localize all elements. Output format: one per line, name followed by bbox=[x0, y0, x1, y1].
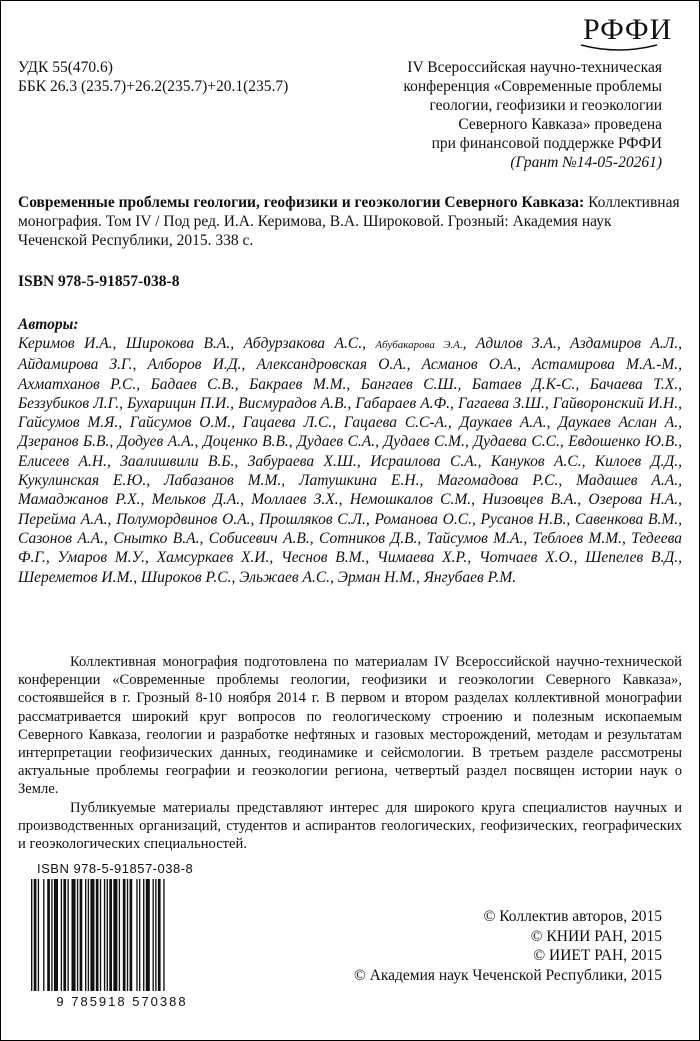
barcode-bar bbox=[163, 879, 164, 991]
abstract-paragraph: Публикуемые материалы представляют интерес для широкого круга специалистов научных и производственных организаций, студентов и аспирантов геологических, геофизических, географических и геоэкологических специальностей. bbox=[18, 799, 682, 853]
grant-line: IV Всероссийская научно-техническая bbox=[407, 59, 662, 76]
authors-heading: Авторы: bbox=[18, 316, 79, 333]
barcode-bar bbox=[104, 879, 105, 991]
udk-code: УДК 55(470.6) bbox=[18, 59, 113, 76]
barcode-bar bbox=[80, 879, 83, 991]
barcode-bar bbox=[143, 879, 144, 991]
barcode-bar bbox=[100, 879, 101, 991]
barcode-bar bbox=[34, 879, 37, 991]
grant-line: геологии, геофизики и геоэкологии bbox=[429, 97, 662, 114]
barcode-isbn-label: ISBN 978-5-91857-038-8 bbox=[37, 861, 194, 876]
barcode-bar bbox=[31, 879, 32, 991]
rffi-logo bbox=[579, 9, 673, 51]
citation-details: Коллективная монография. Том IV / Под ред. И.А. Керимова, В.А. Широковой. Грозный: Академия наук Чеченской Республики, 2015. 338 с. bbox=[18, 194, 680, 249]
barcode-bar bbox=[136, 879, 137, 991]
copyright-line: © Академия наук Чеченской Республики, 2015 bbox=[353, 966, 662, 984]
barcode-bar bbox=[51, 879, 52, 991]
authors-part: , Адилов З.А., Аздамиров А.Л., Айдамирова З.Г., Алборов И.Д., Александровская О.А., Асманов О.А., Астамирова М.А.-М., Ахматханов Р.С., Бадаев С.В., Бакраев М.М., Бангаев С.Ш., Батаев Д.К-С., Бачаева Т.Х., Беззубиков Л.Г., Бухарицин П.И., Висмурадов А.В., Габараев А.Ф., Гагаева З.Ш., Гайворонский И.Н., Гайсумов М.Я., Гайсумов О.М., Гацаева Л.С., Гацаева С.С-А., Даукаев А.А., Даукаев Аслан А., Дзеранов Б.В., Додуев А.А., Доценко В.В., Дудаев С.А., Дудаев С.М., Дудаева С.С., Евдошенко Ю.В., Елисеев А.Н., Заалишвили В.Б., Забураева Х.Ш., Исраилова С.А., Кануков А.С., Килоев Д.Д., Кукулинская Е.Ю., Лабазанов М.М., Латушкина Е.Н., Магомадова Р.С., Мадашев А.А., Мамаджанов Р.Х., Мельков Д.А., Моллаев З.Х., Немошкалов С.М., Низовцев В.А., Озерова Н.А., Перейма А.А., Полумордвинов О.А., Прошляков С.Л., Романова О.С., Русанов Н.В., Савенкова В.М., Сазонов А.А., Снытко В.А., Собисевич А.В., Сотников Д.В., Тайсумов М.А., Теблоев М.М., Тедеева Ф.Г., Умаров М.У., Хамсуркаев Х.И., Чеснов В.М., Чимаева Х.Р., Чотчаев Х.О., Шепелев В.Д., Шереметов И.М., Широков Р.С., Эльжаев А.С., Эрман Н.М., Янгубаев Р.М. bbox=[18, 335, 682, 586]
barcode-bar bbox=[123, 879, 126, 991]
barcode-bar bbox=[155, 879, 156, 991]
grant-id: (Грант №14-05-20261) bbox=[510, 154, 662, 171]
bbk-code: ББК 26.3 (235.7)+26.2(235.7)+20.1(235.7) bbox=[18, 78, 289, 95]
citation-title: Современные проблемы геологии, геофизики и геоэкологии Северного Кавказа: bbox=[18, 194, 585, 211]
barcode-bar bbox=[63, 879, 66, 991]
barcode-bar bbox=[109, 879, 112, 991]
logo-text: РФФИ bbox=[583, 13, 673, 46]
isbn-barcode bbox=[23, 861, 221, 1013]
barcode-bar bbox=[139, 879, 140, 991]
barcode-bar bbox=[77, 879, 78, 991]
grant-line: Северного Кавказа» проведена bbox=[458, 116, 662, 133]
barcode-bar bbox=[54, 879, 58, 991]
barcode-bar bbox=[47, 879, 50, 991]
barcode-digits: 9 785918 570388 bbox=[56, 994, 188, 1009]
barcode-bar bbox=[107, 879, 108, 991]
barcode-bar bbox=[113, 879, 117, 991]
classification-codes bbox=[18, 58, 288, 96]
barcode-bars bbox=[23, 879, 221, 993]
barcode-bar bbox=[130, 879, 133, 991]
barcode-bar bbox=[119, 879, 120, 991]
copyright-line: © Коллектив авторов, 2015 bbox=[483, 908, 662, 925]
isbn: ISBN 978-5-91857-038-8 bbox=[18, 273, 180, 290]
abstract-paragraph: Коллективная монография подготовлена по материалам IV Всероссийской научно-технической конференции «Современные проблемы геологии, геофизики и геоэкологии Северного Кавказа», состоявшейся в г. Грозный 8-10 ноября 2014 г. В первом и втором разделах коллективной монографии рассматривается широкий круг вопросов по геологическому строению и полезным ископаемым Северного Кавказа, геологии и разработке нефтяных и газовых месторождений, методам и результатам интерпретации геофизических данных, геодинамике и сейсмологии. В третьем разделе рассмотрены актуальные проблемы географии и геоэкологии региона, четвертый раздел посвящен истории наук о Земле. bbox=[18, 654, 682, 798]
authors-small-name: Абубакарова Э.А. bbox=[375, 339, 463, 351]
barcode-bar bbox=[72, 879, 76, 991]
copyright-block bbox=[282, 907, 662, 985]
barcode-bar bbox=[85, 879, 86, 991]
barcode-bar bbox=[38, 879, 39, 991]
barcode-bar bbox=[127, 879, 128, 991]
barcode-bar bbox=[96, 879, 99, 991]
barcode-bar bbox=[43, 879, 44, 991]
copyright-line: © КНИИ РАН, 2015 bbox=[530, 927, 662, 945]
bibliographic-citation bbox=[18, 193, 682, 250]
barcode-bar bbox=[61, 879, 62, 991]
barcode-bar bbox=[153, 879, 154, 991]
grant-line: при финансовой поддержке РФФИ bbox=[431, 135, 662, 152]
grant-line: конференция «Современные проблемы bbox=[403, 78, 662, 95]
grant-note bbox=[362, 58, 662, 172]
barcode-bar bbox=[146, 879, 150, 991]
barcode-bar bbox=[88, 879, 89, 991]
authors-list bbox=[18, 334, 682, 587]
barcode-bar bbox=[90, 879, 94, 991]
copyright-line: © ИИЕТ РАН, 2015 bbox=[533, 947, 662, 964]
barcode-bar bbox=[158, 879, 161, 991]
authors-part: Керимов И.А., Широкова В.А., Абдурзакова А.С., bbox=[18, 335, 376, 352]
abstract bbox=[18, 653, 682, 853]
barcode-bar bbox=[67, 879, 68, 991]
